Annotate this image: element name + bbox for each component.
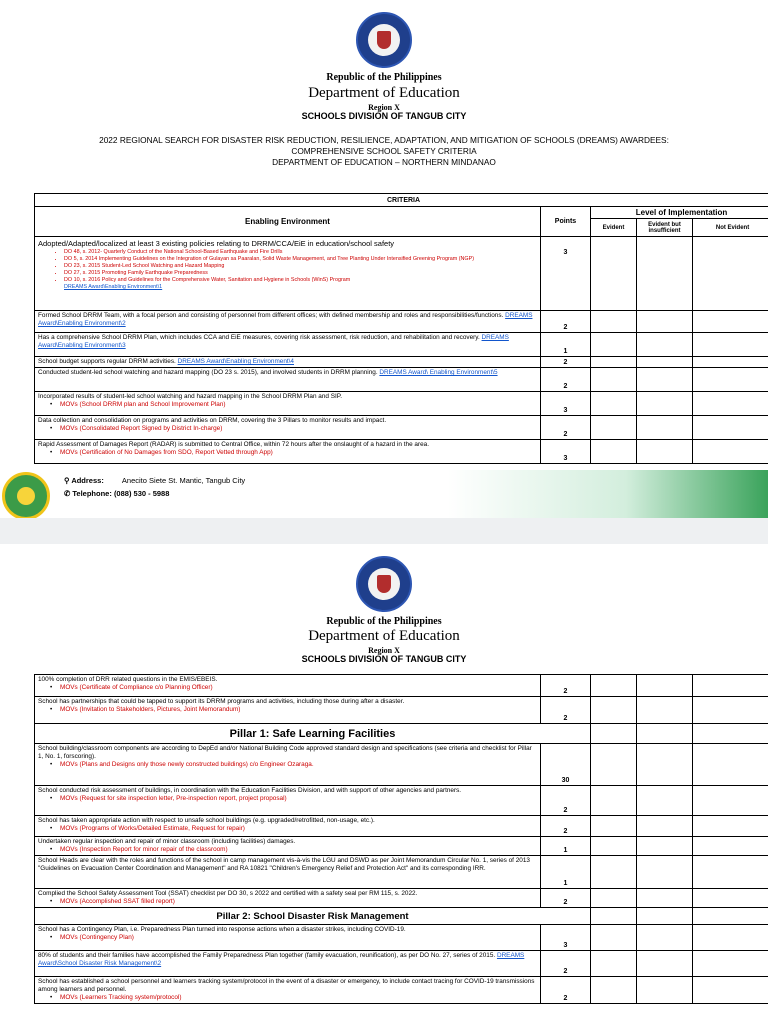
table-row: [35, 889, 768, 908]
policy-item: • DO 10, s. 2016 Policy and Guidelines for the Comprehensive Water, Sanitation and Hygiene in Schools (WinS) Program: [64, 277, 537, 284]
header-division: SCHOOLS DIVISION OF TANGUB CITY: [301, 654, 467, 664]
evident-cell[interactable]: [591, 392, 637, 416]
not-evident-cell[interactable]: [693, 237, 768, 311]
table-row: [35, 675, 768, 697]
criterion-text: 100% completion of DRR related questions in the EMIS/EBEIS.: [38, 676, 218, 683]
mov-item: • MOVs (Request for site inspection letter, Pre-inspection report, project proposal): [38, 795, 537, 803]
criterion-cell: [35, 675, 541, 697]
not-evident-cell[interactable]: [693, 311, 768, 333]
doc-title-line-3: DEPARTMENT OF EDUCATION – NORTHERN MINDANAO: [272, 157, 496, 167]
pillar-2-heading: Pillar 2: School Disaster Risk Management: [35, 908, 591, 925]
not-evident-cell[interactable]: [693, 925, 768, 951]
evident-but-cell[interactable]: [637, 333, 693, 357]
evident-but-cell[interactable]: [637, 416, 693, 440]
evidence-link[interactable]: DREAMS Award\Enabling Environment\3: [38, 334, 509, 349]
criterion-cell: [35, 951, 541, 977]
header-republic: Republic of the Philippines: [326, 616, 442, 627]
table-row: [35, 368, 768, 392]
table-row: [35, 925, 768, 951]
header-region: Region X: [368, 646, 400, 655]
evident-cell[interactable]: [591, 977, 637, 1004]
evident-but-cell[interactable]: [637, 951, 693, 977]
criterion-text: School has partnerships that could be tapped to support its DRRM programs and activities, including those during after a disaster.: [38, 698, 405, 705]
not-evident-heading: Not Evident: [693, 219, 768, 237]
not-evident-cell[interactable]: [693, 675, 768, 697]
deped-seal-icon: [356, 556, 412, 612]
table-row: [35, 440, 768, 464]
footer-telephone: ✆ Telephone: (088) 530 - 5988: [64, 489, 170, 498]
mov-item: • MOVs (Certificate of Compliance c/o Planning Officer): [38, 684, 537, 692]
not-evident-cell[interactable]: [693, 357, 768, 368]
table-row: [35, 856, 768, 889]
evident-but-cell[interactable]: [637, 368, 693, 392]
points-cell: 3: [541, 440, 591, 464]
evident-but-cell[interactable]: [637, 744, 693, 786]
criterion-text: School conducted risk assessment of buildings, in coordination with the Education Facilities Division, and with support of other agencies and partners.: [38, 787, 462, 794]
not-evident-cell[interactable]: [693, 889, 768, 908]
criterion-cell: [35, 889, 541, 908]
not-evident-cell[interactable]: [693, 856, 768, 889]
mov-item: • MOVs (Accomplished SSAT filled report): [38, 898, 537, 906]
evidence-link[interactable]: DREAMS Award\Enabling Environment\2: [38, 312, 533, 327]
points-cell: 30: [541, 744, 591, 786]
evident-cell[interactable]: [591, 333, 637, 357]
evident-but-cell[interactable]: [637, 724, 693, 744]
criterion-cell: [35, 786, 541, 816]
evident-cell[interactable]: [591, 951, 637, 977]
header-department: Department of Education: [308, 628, 460, 644]
not-evident-cell[interactable]: [693, 333, 768, 357]
points-cell: 2: [541, 675, 591, 697]
points-cell: 3: [541, 925, 591, 951]
evident-cell[interactable]: [591, 368, 637, 392]
location-pin-icon: ⚲: [64, 476, 70, 485]
table-row: [35, 392, 768, 416]
evident-but-cell[interactable]: [637, 392, 693, 416]
footer-address: ⚲ Address: Anecito Siete St. Mantic, Tangub City: [64, 476, 246, 485]
table-row: [35, 816, 768, 837]
document-page-2: [0, 544, 768, 1024]
criterion-cell: [35, 416, 541, 440]
criterion-text: School has established a school personnel and learners tracking system/protocol in the event of a disaster or emergency, to include contact tracing for COVID-19 transmissions among learners and personnel.: [38, 978, 535, 993]
table-row-policies: [35, 237, 768, 311]
evident-but-cell[interactable]: [637, 440, 693, 464]
table-row: [35, 416, 768, 440]
table-row: [35, 333, 768, 357]
table-row: [35, 786, 768, 816]
criterion-cell: [35, 977, 541, 1004]
table-row: [35, 697, 768, 724]
policy-item: • DO 27, s. 2015 Promoting Family Earthquake Preparedness: [64, 270, 537, 277]
policy-item: • DO 48, s. 2012- Quarterly Conduct of the National School-Based Earthquake and Fire Drills: [64, 249, 537, 256]
evident-cell[interactable]: [591, 416, 637, 440]
points-cell: 2: [541, 416, 591, 440]
evident-but-cell[interactable]: [637, 816, 693, 837]
criterion-cell: [35, 744, 541, 786]
points-cell: 1: [541, 856, 591, 889]
mov-item: • MOVs (Consolidated Report Signed by District In-charge): [38, 425, 537, 433]
mov-item: • MOVs (School DRRM plan and School Improvement Plan): [38, 401, 537, 409]
header-republic: Republic of the Philippines: [326, 72, 442, 83]
evident-but-cell[interactable]: [637, 925, 693, 951]
evidence-link[interactable]: DREAMS Award\School Disaster Risk Management\2: [38, 952, 525, 967]
evident-heading: Evident: [591, 219, 637, 237]
not-evident-cell[interactable]: [693, 951, 768, 977]
points-cell: 1: [541, 837, 591, 856]
evident-cell[interactable]: [591, 311, 637, 333]
criterion-text: School building/classroom components are according to DepEd and/or National Building Code approved standard design and specifications (see criteria and checklist for Pillar 1, No. 1, forscoring).: [38, 745, 532, 760]
evident-cell[interactable]: [591, 697, 637, 724]
evident-cell[interactable]: [591, 744, 637, 786]
mov-item: • MOVs (Programs of Works/Detailed Estimate, Request for repair): [38, 825, 537, 833]
evident-but-cell[interactable]: [637, 697, 693, 724]
evident-cell[interactable]: [591, 237, 637, 311]
criterion-text: Rapid Assessment of Damages Report (RADAR) is submitted to Central Office, within 72 hours after the onslaught of a hazard in the area.: [38, 441, 429, 448]
mov-item: • MOVs (Learners Tracking system/protocol): [38, 994, 537, 1002]
evidence-link[interactable]: DREAMS Award\Enabling Environment\1: [64, 284, 163, 290]
evident-cell[interactable]: [591, 357, 637, 368]
criteria-heading: CRITERIA: [35, 194, 768, 207]
criterion-cell: [35, 357, 541, 368]
not-evident-cell[interactable]: [693, 977, 768, 1004]
section-heading-enabling: Enabling Environment: [35, 207, 541, 237]
header-division: SCHOOLS DIVISION OF TANGUB CITY: [301, 111, 467, 121]
evident-cell[interactable]: [591, 786, 637, 816]
points-cell: 2: [541, 311, 591, 333]
evident-but-cell[interactable]: [637, 856, 693, 889]
evident-but-cell[interactable]: [637, 889, 693, 908]
points-heading: Points: [541, 207, 591, 237]
policy-item: • DO 5, s. 2014 Implementing Guidelines on the Integration of Gulayan sa Paaralan, Solid Waste Management, and Tree Planting Under Intensified Greening Program (NGP): [64, 256, 537, 263]
evident-but-cell[interactable]: [637, 237, 693, 311]
criterion-cell: [35, 816, 541, 837]
evident-but-cell[interactable]: [637, 357, 693, 368]
points-cell: 2: [541, 816, 591, 837]
header-region: Region X: [368, 103, 400, 112]
not-evident-cell[interactable]: [693, 724, 768, 744]
page-separator: [0, 518, 768, 544]
table-row: [35, 977, 768, 1004]
not-evident-cell[interactable]: [693, 440, 768, 464]
criterion-cell: [35, 856, 541, 889]
evident-cell[interactable]: [591, 925, 637, 951]
evident-cell[interactable]: [591, 675, 637, 697]
not-evident-cell[interactable]: [693, 786, 768, 816]
deped-seal-icon: [356, 12, 412, 68]
criterion-text: Complied the School Safety Assessment Tool (SSAT) checklist per DO 30, s 2022 and certified with a safety seal per RM 115, s. 2022.: [38, 890, 418, 897]
criterion-text: 80% of students and their families have accomplished the Family Preparedness Plan together (family evacuation, reunification), as per DO No. 27, series of 2015.: [38, 952, 497, 959]
mov-item: • MOVs (Inspection Report for minor repair of the classroom): [38, 846, 537, 854]
mov-item: • MOVs (Invitation to Stakeholders, Pictures, Joint Memorandum): [38, 706, 537, 714]
evident-but-cell[interactable]: [637, 837, 693, 856]
pillar-1-heading: Pillar 1: Safe Learning Facilities: [35, 724, 591, 744]
evident-but-cell[interactable]: [637, 908, 693, 925]
evident-cell[interactable]: [591, 856, 637, 889]
doc-title-line-2: COMPREHENSIVE SCHOOL SAFETY CRITERIA: [291, 146, 477, 156]
criterion-cell: [35, 368, 541, 392]
points-cell: 3: [541, 237, 591, 311]
criterion-cell: [35, 925, 541, 951]
not-evident-cell[interactable]: [693, 837, 768, 856]
page-footer: [0, 470, 768, 522]
criterion-text: Conducted student-led school watching and hazard mapping (DO 23 s. 2015), and involved students in DRRM planning.: [38, 369, 380, 376]
criterion-text: Data collection and consolidation on programs and activities on DRRM, covering the 3 Pillars to monitor results and impact.: [38, 417, 387, 424]
mov-item: • MOVs (Plans and Designs only those newly constructed buildings) c/o Engineer Ozaraga.: [38, 761, 537, 769]
points-cell: 2: [541, 977, 591, 1004]
policy-item: • DO 23, s. 2015 Student-Led School Watching and Hazard Mapping: [64, 263, 537, 270]
evident-but-cell[interactable]: [637, 977, 693, 1004]
criterion-text: School has taken appropriate action with respect to unsafe school buildings (e.g. upgraded/retrofitted, non-usage, etc.).: [38, 817, 375, 824]
table-row: [35, 357, 768, 368]
header-department: Department of Education: [308, 85, 460, 101]
points-cell: 2: [541, 357, 591, 368]
not-evident-cell[interactable]: [693, 416, 768, 440]
criterion-cell: [35, 837, 541, 856]
points-cell: 2: [541, 889, 591, 908]
table-row: [35, 837, 768, 856]
not-evident-cell[interactable]: [693, 697, 768, 724]
evidence-link[interactable]: DREAMS Award\Enabling Environment\4: [177, 358, 294, 365]
criterion-cell: [35, 311, 541, 333]
not-evident-cell[interactable]: [693, 816, 768, 837]
policies-list: [38, 249, 537, 284]
evident-cell[interactable]: [591, 837, 637, 856]
criterion-text: School budget supports regular DRRM activities.: [38, 358, 178, 365]
criterion-text: Undertaken regular inspection and repair of minor classroom (including facilities) damages.: [38, 838, 296, 845]
points-cell: 2: [541, 368, 591, 392]
criterion-text: Incorporated results of student-led school watching and hazard mapping in the School DRRM Plan and SIP.: [38, 393, 342, 400]
division-logo-icon: [2, 472, 50, 520]
evident-but-cell[interactable]: [637, 786, 693, 816]
evident-cell[interactable]: [591, 908, 637, 925]
mov-item: • MOVs (Contingency Plan): [38, 934, 537, 942]
points-cell: 1: [541, 333, 591, 357]
criterion-text: Formed School DRRM Team, with a focal person and consisting of personnel from different offices; with defined membership and roles and responsibilities/functions.: [38, 312, 506, 319]
mov-item: • MOVs (Certification of No Damages from SDO, Report Vetted through App): [38, 449, 537, 457]
criterion-cell: [35, 440, 541, 464]
evident-cell[interactable]: [591, 816, 637, 837]
evident-cell[interactable]: [591, 440, 637, 464]
points-cell: 2: [541, 697, 591, 724]
policies-heading: Adopted/Adapted/localized at least 3 existing policies relating to DRRM/CCA/EiE in education/school safety: [38, 239, 395, 248]
not-evident-cell[interactable]: [693, 392, 768, 416]
level-heading: Level of Implementation: [591, 207, 768, 219]
evidence-link[interactable]: DREAMS Award\ Enabling Environment\5: [379, 369, 498, 376]
table-row: [35, 311, 768, 333]
points-cell: 3: [541, 392, 591, 416]
evident-but-heading: Evident but insufficient: [637, 219, 693, 237]
criteria-table-page1: [34, 193, 768, 464]
evident-but-cell[interactable]: [637, 675, 693, 697]
criterion-cell: [35, 697, 541, 724]
phone-icon: ✆: [64, 489, 71, 498]
not-evident-cell[interactable]: [693, 368, 768, 392]
criteria-table-page2: [34, 674, 768, 1004]
evident-but-cell[interactable]: [637, 311, 693, 333]
evident-cell[interactable]: [591, 889, 637, 908]
doc-title-line-1: 2022 REGIONAL SEARCH FOR DISASTER RISK REDUCTION, RESILIENCE, ADAPTATION, AND MITIGATION OF SCHOOLS (DREAMS) AWARDEES:: [99, 135, 669, 145]
criterion-text: School has a Contingency Plan, i.e. Preparedness Plan turned into response actions when a disaster strikes, including COVID-19.: [38, 926, 406, 933]
points-cell: 2: [541, 951, 591, 977]
criterion-text: School Heads are clear with the roles and functions of the school in camp management vis-à-vis the LGU and DSWD as per Joint Memorandum Circular No. 1, series of 2013 "Guidelines on Evacuation Center Coordination and Management" and RA 10821 "Children's Emergency Relief and Protection Act" and its corresponding IRR.: [38, 857, 530, 872]
table-row: [35, 951, 768, 977]
not-evident-cell[interactable]: [693, 744, 768, 786]
table-row: [35, 744, 768, 786]
evident-cell[interactable]: [591, 724, 637, 744]
criterion-cell: [35, 333, 541, 357]
criterion-text: Has a comprehensive School DRRM Plan, which includes CCA and EiE measures, covering risk assessment, risk reduction, and rehabilitation and recovery.: [38, 334, 482, 341]
not-evident-cell[interactable]: [693, 908, 768, 925]
points-cell: 2: [541, 786, 591, 816]
criterion-cell: [35, 392, 541, 416]
